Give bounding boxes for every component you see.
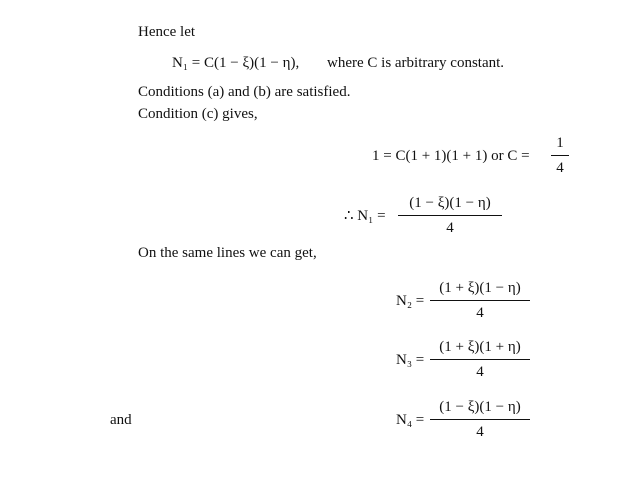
n2-lhs: N₂ = bbox=[396, 293, 425, 309]
n1-numerator: (1 − ξ)(1 − η) bbox=[409, 195, 491, 211]
n2-numerator: (1 + ξ)(1 − η) bbox=[439, 280, 521, 296]
conditions-ab-text: Conditions (a) and (b) are satisfied. bbox=[138, 84, 351, 100]
c-fraction-denominator: 4 bbox=[556, 160, 564, 176]
n1-lhs: ∴ N₁ = bbox=[344, 208, 386, 224]
c-fraction bbox=[551, 135, 569, 177]
c-fraction-numerator: 1 bbox=[556, 135, 564, 151]
n3-denominator: 4 bbox=[476, 364, 484, 380]
n2-denominator: 4 bbox=[476, 305, 484, 321]
n1-denominator: 4 bbox=[446, 220, 454, 236]
n3-lhs: N₃ = bbox=[396, 352, 425, 368]
where-c-text: where C is arbitrary constant. bbox=[327, 55, 505, 71]
c-equation-lhs: 1 = C(1 + 1)(1 + 1) or C = bbox=[372, 148, 530, 164]
n2-fraction bbox=[430, 280, 530, 322]
n1-definition: N₁ = C(1 − ξ)(1 − η), bbox=[172, 55, 300, 71]
n4-denominator: 4 bbox=[476, 424, 484, 440]
n4-numerator: (1 − ξ)(1 − η) bbox=[439, 399, 521, 415]
n4-fraction bbox=[430, 399, 530, 441]
and-text: and bbox=[110, 412, 132, 428]
n4-lhs: N₄ = bbox=[396, 412, 425, 428]
same-lines-text: On the same lines we can get, bbox=[138, 245, 317, 261]
n1-fraction bbox=[398, 195, 502, 237]
n3-fraction bbox=[430, 339, 530, 381]
hence-let-text: Hence let bbox=[138, 24, 196, 40]
condition-c-text: Condition (c) gives, bbox=[138, 106, 258, 122]
n3-numerator: (1 + ξ)(1 + η) bbox=[439, 339, 521, 355]
